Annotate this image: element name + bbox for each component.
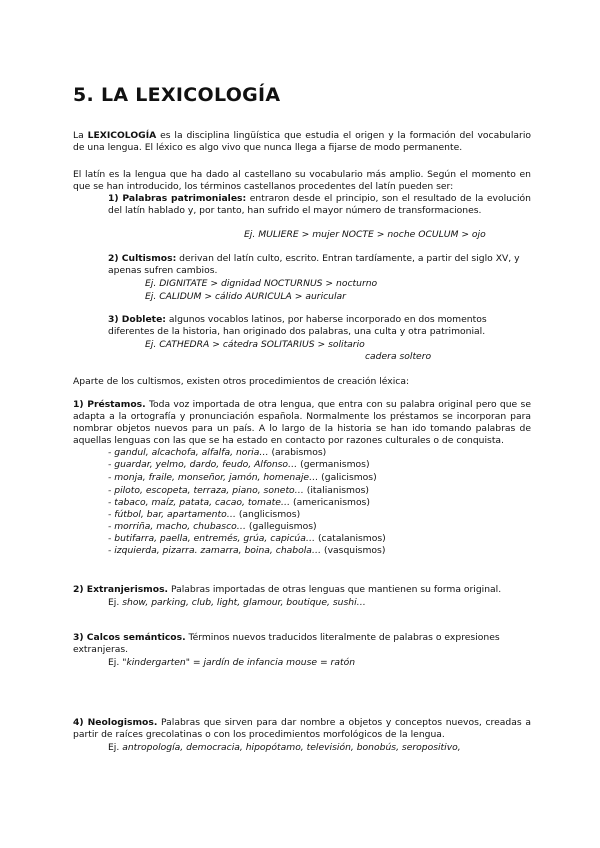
prestamos-paragraph — [73, 399, 531, 447]
prestamos-label: 1) Préstamos. — [73, 399, 146, 410]
prestamos-words: - tabaco, maíz, patata, cacao, tomate… — [108, 497, 291, 508]
neologismos-text: Palabras que sirven para dar nombre a objetos y conceptos nuevos, creadas a partir de raíces grecolatinas o con los procedimientos morfológicos de la lengua. — [73, 717, 531, 740]
prestamos-item — [108, 509, 300, 521]
prestamos-words: - fútbol, bar, apartamento… — [108, 509, 236, 520]
dobletes-text: algunos vocablos latinos, por haberse incorporado en dos momentos diferentes de la historia, han originado dos palabras, una culta y otra patrimonial. — [108, 314, 487, 337]
neologismos-example-prefix: Ej. — [108, 742, 123, 753]
extranjerismos-paragraph — [73, 584, 501, 596]
neologismos-label: 4) Neologismos. — [73, 717, 158, 728]
patrimoniales-paragraph — [108, 193, 531, 217]
prestamos-item — [108, 447, 326, 459]
prestamos-item — [108, 485, 369, 497]
dobletes-label: 3) Doblete: — [108, 314, 166, 325]
neologismos-example — [108, 742, 461, 754]
prestamos-words: - izquierda, pizarra. zamarra, boina, chabola… — [108, 545, 322, 556]
prestamos-lang: (galicismos) — [318, 472, 377, 483]
calcos-example-prefix: Ej. " — [108, 657, 127, 668]
prestamos-lang: (arabismos) — [268, 447, 327, 458]
intro-term: LEXICOLOGÍA — [87, 130, 157, 141]
extranjerismos-example — [108, 597, 366, 609]
prestamos-lang: (catalanismos) — [315, 533, 386, 544]
dobletes-example-2 — [365, 351, 431, 363]
prestamos-words: - piloto, escopeta, terraza, piano, soneto… — [108, 485, 304, 496]
intro-paragraph — [73, 130, 531, 154]
prestamos-item — [108, 533, 386, 545]
prestamos-lang: (italianismos) — [303, 485, 369, 496]
calcos-example-words: kindergarten" = jardín de infancia mouse = ratón — [126, 657, 356, 668]
patrimoniales-example-text: Ej. MULIERE > mujer NOCTE > noche OCULUM > ojo — [244, 229, 486, 240]
cultismos-example-2-text: Ej. CALIDUM > cálido AURICULA > auricular — [145, 291, 346, 302]
dobletes-paragraph — [108, 314, 531, 338]
cultismos-example-1 — [145, 278, 377, 290]
extranjerismos-label: 2) Extranjerismos. — [73, 584, 169, 595]
prestamos-item — [108, 459, 370, 471]
prestamos-lang: (vasquismos) — [321, 545, 386, 556]
aparte-line: Aparte de los cultismos, existen otros procedimientos de creación léxica: — [73, 376, 410, 387]
prestamos-item — [108, 472, 377, 484]
prestamos-lang: (anglicismos) — [235, 509, 301, 520]
prestamos-item — [108, 497, 370, 509]
calcos-example — [108, 657, 355, 669]
prestamos-lang: (galleguismos) — [245, 521, 317, 532]
prestamos-lang: (germanismos) — [297, 459, 370, 470]
prestamos-words: - butifarra, paella, entremés, grúa, capicúa… — [108, 533, 316, 544]
dobletes-example-1-text: Ej. CATHEDRA > cátedra SOLITARIUS > solitario — [145, 339, 365, 350]
cultismos-example-1-text: Ej. DIGNITATE > dignidad NOCTURNUS > nocturno — [145, 278, 378, 289]
neologismos-example-words: antropología, democracia, hipopótamo, televisión, bonobús, seropositivo, — [122, 742, 461, 753]
page-title: 5. LA LEXICOLOGÍA — [73, 84, 281, 106]
calcos-label: 3) Calcos semánticos. — [73, 632, 186, 643]
patrimoniales-label: 1) Palabras patrimoniales: — [108, 193, 247, 204]
intro-pre: La — [73, 130, 88, 141]
prestamos-words: - gandul, alcachofa, alfalfa, noria… — [108, 447, 269, 458]
prestamos-words: - morriña, macho, chubasco… — [108, 521, 246, 532]
patrimoniales-example — [244, 229, 486, 241]
calcos-text: Términos nuevos traducidos literalmente de palabras o expresiones extranjeras. — [73, 632, 500, 655]
intro-rest: es la disciplina lingüística que estudia el origen y la formación del vocabulario de una lengua. El léxico es algo vivo que nunca llega a fijarse de modo permanente. — [73, 130, 531, 153]
dobletes-example-2-text: cadera soltero — [365, 351, 432, 362]
patrimoniales-text: entraron desde el principio, son el resultado de la evolución del latín hablado y, por tanto, han sufrido el mayor número de transformaciones. — [108, 193, 532, 216]
cultismos-example-2 — [145, 291, 346, 303]
cultismos-label: 2) Cultismos: — [108, 253, 177, 264]
neologismos-paragraph — [73, 717, 531, 741]
cultismos-text: derivan del latín culto, escrito. Entran tardíamente, a partir del siglo XV, y apenas sufren cambios. — [108, 253, 520, 276]
prestamos-text: Toda voz importada de otra lengua, que entra con su palabra original pero que se adapta a la ortografía y pronunciación española. Normalmente los préstamos se incorporan para nombrar objetos nuevos para un país. A lo largo de la historia se han ido tomando palabras de aquellas lenguas con las que se ha estado en contacto por razones culturales o de conquista. — [73, 399, 531, 446]
calcos-paragraph — [73, 632, 531, 656]
extranjerismos-text: Palabras importadas de otras lenguas que mantienen su forma original. — [168, 584, 502, 595]
prestamos-lang: (americanismos) — [290, 497, 370, 508]
latin-paragraph: El latín es la lengua que ha dado al castellano su vocabulario más amplio. Según el momento en que se han introducido, los términos castellanos procedentes del latín pueden ser: — [73, 169, 531, 192]
prestamos-item — [108, 545, 385, 557]
extranjerismos-example-prefix: Ej. — [108, 597, 123, 608]
prestamos-words: - guardar, yelmo, dardo, feudo, Alfonso… — [108, 459, 298, 470]
cultismos-paragraph — [108, 253, 531, 277]
prestamos-words: - monja, fraile, monseñor, jamón, homenaje… — [108, 472, 319, 483]
extranjerismos-example-words: show, parking, club, light, glamour, boutique, sushi… — [122, 597, 366, 608]
dobletes-example-1 — [145, 339, 365, 351]
prestamos-item — [108, 521, 317, 533]
